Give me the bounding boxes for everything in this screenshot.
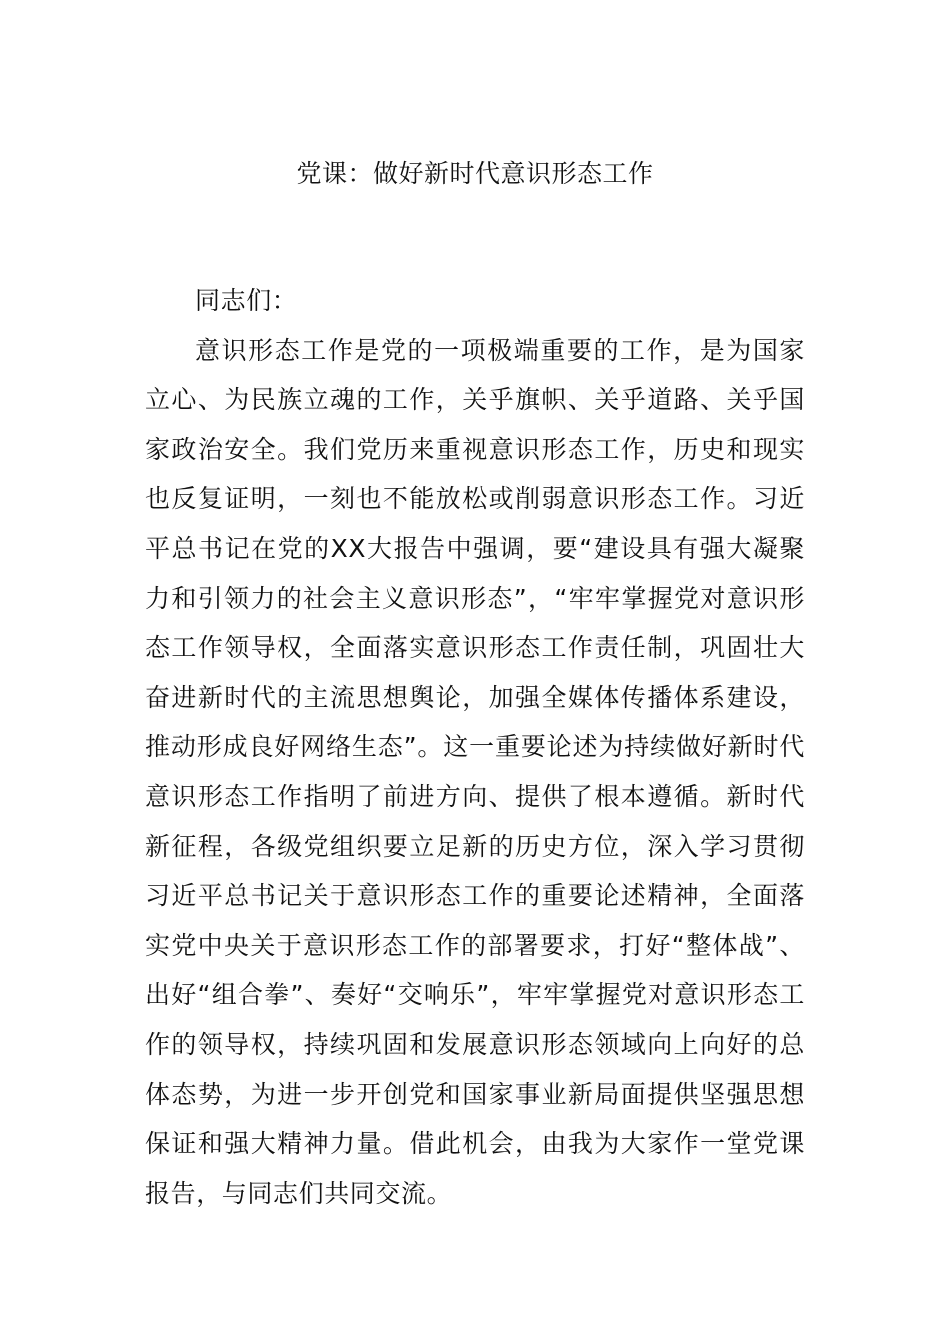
body-paragraph: 意识形态工作是党的一项极端重要的工作，是为国家立心、为民族立魂的工作，关乎旗帜、关乎道路、关乎国家政治安全。我们党历来重视意识形态工作，历史和现实也反复证明，一刻也不能放松或削弱意识形态工作。习近平总书记在党的XX大报告中强调，要“建设具有强大凝聚力和引领力的社会主义意识形态”，“牢牢掌握党对意识形态工作领导权，全面落实意识形态工作责任制，巩固壮大奋进新时代的主流思想舆论，加强全媒体传播体系建设，推动形成良好网络生态”。这一重要论述为持续做好新时代意识形态工作指明了前进方向、提供了根本遵循。新时代新征程，各级党组织要立足新的历史方位，深入学习贯彻习近平总书记关于意识形态工作的重要论述精神，全面落实党中央关于意识形态工作的部署要求，打好“整体战”、出好“组合拳”、奏好“交响乐”，牢牢掌握党对意识形态工作的领导权，持续巩固和发展意识形态领域向上向好的总体态势，为进一步开创党和国家事业新局面提供坚强思想保证和强大精神力量。借此机会，由我为大家作一堂党课报告，与同志们共同交流。 <box>145 335 805 1208</box>
salutation: 同志们： <box>195 286 298 315</box>
document-title: 党课：做好新时代意识形态工作 <box>296 159 654 188</box>
document-body <box>145 276 805 1218</box>
